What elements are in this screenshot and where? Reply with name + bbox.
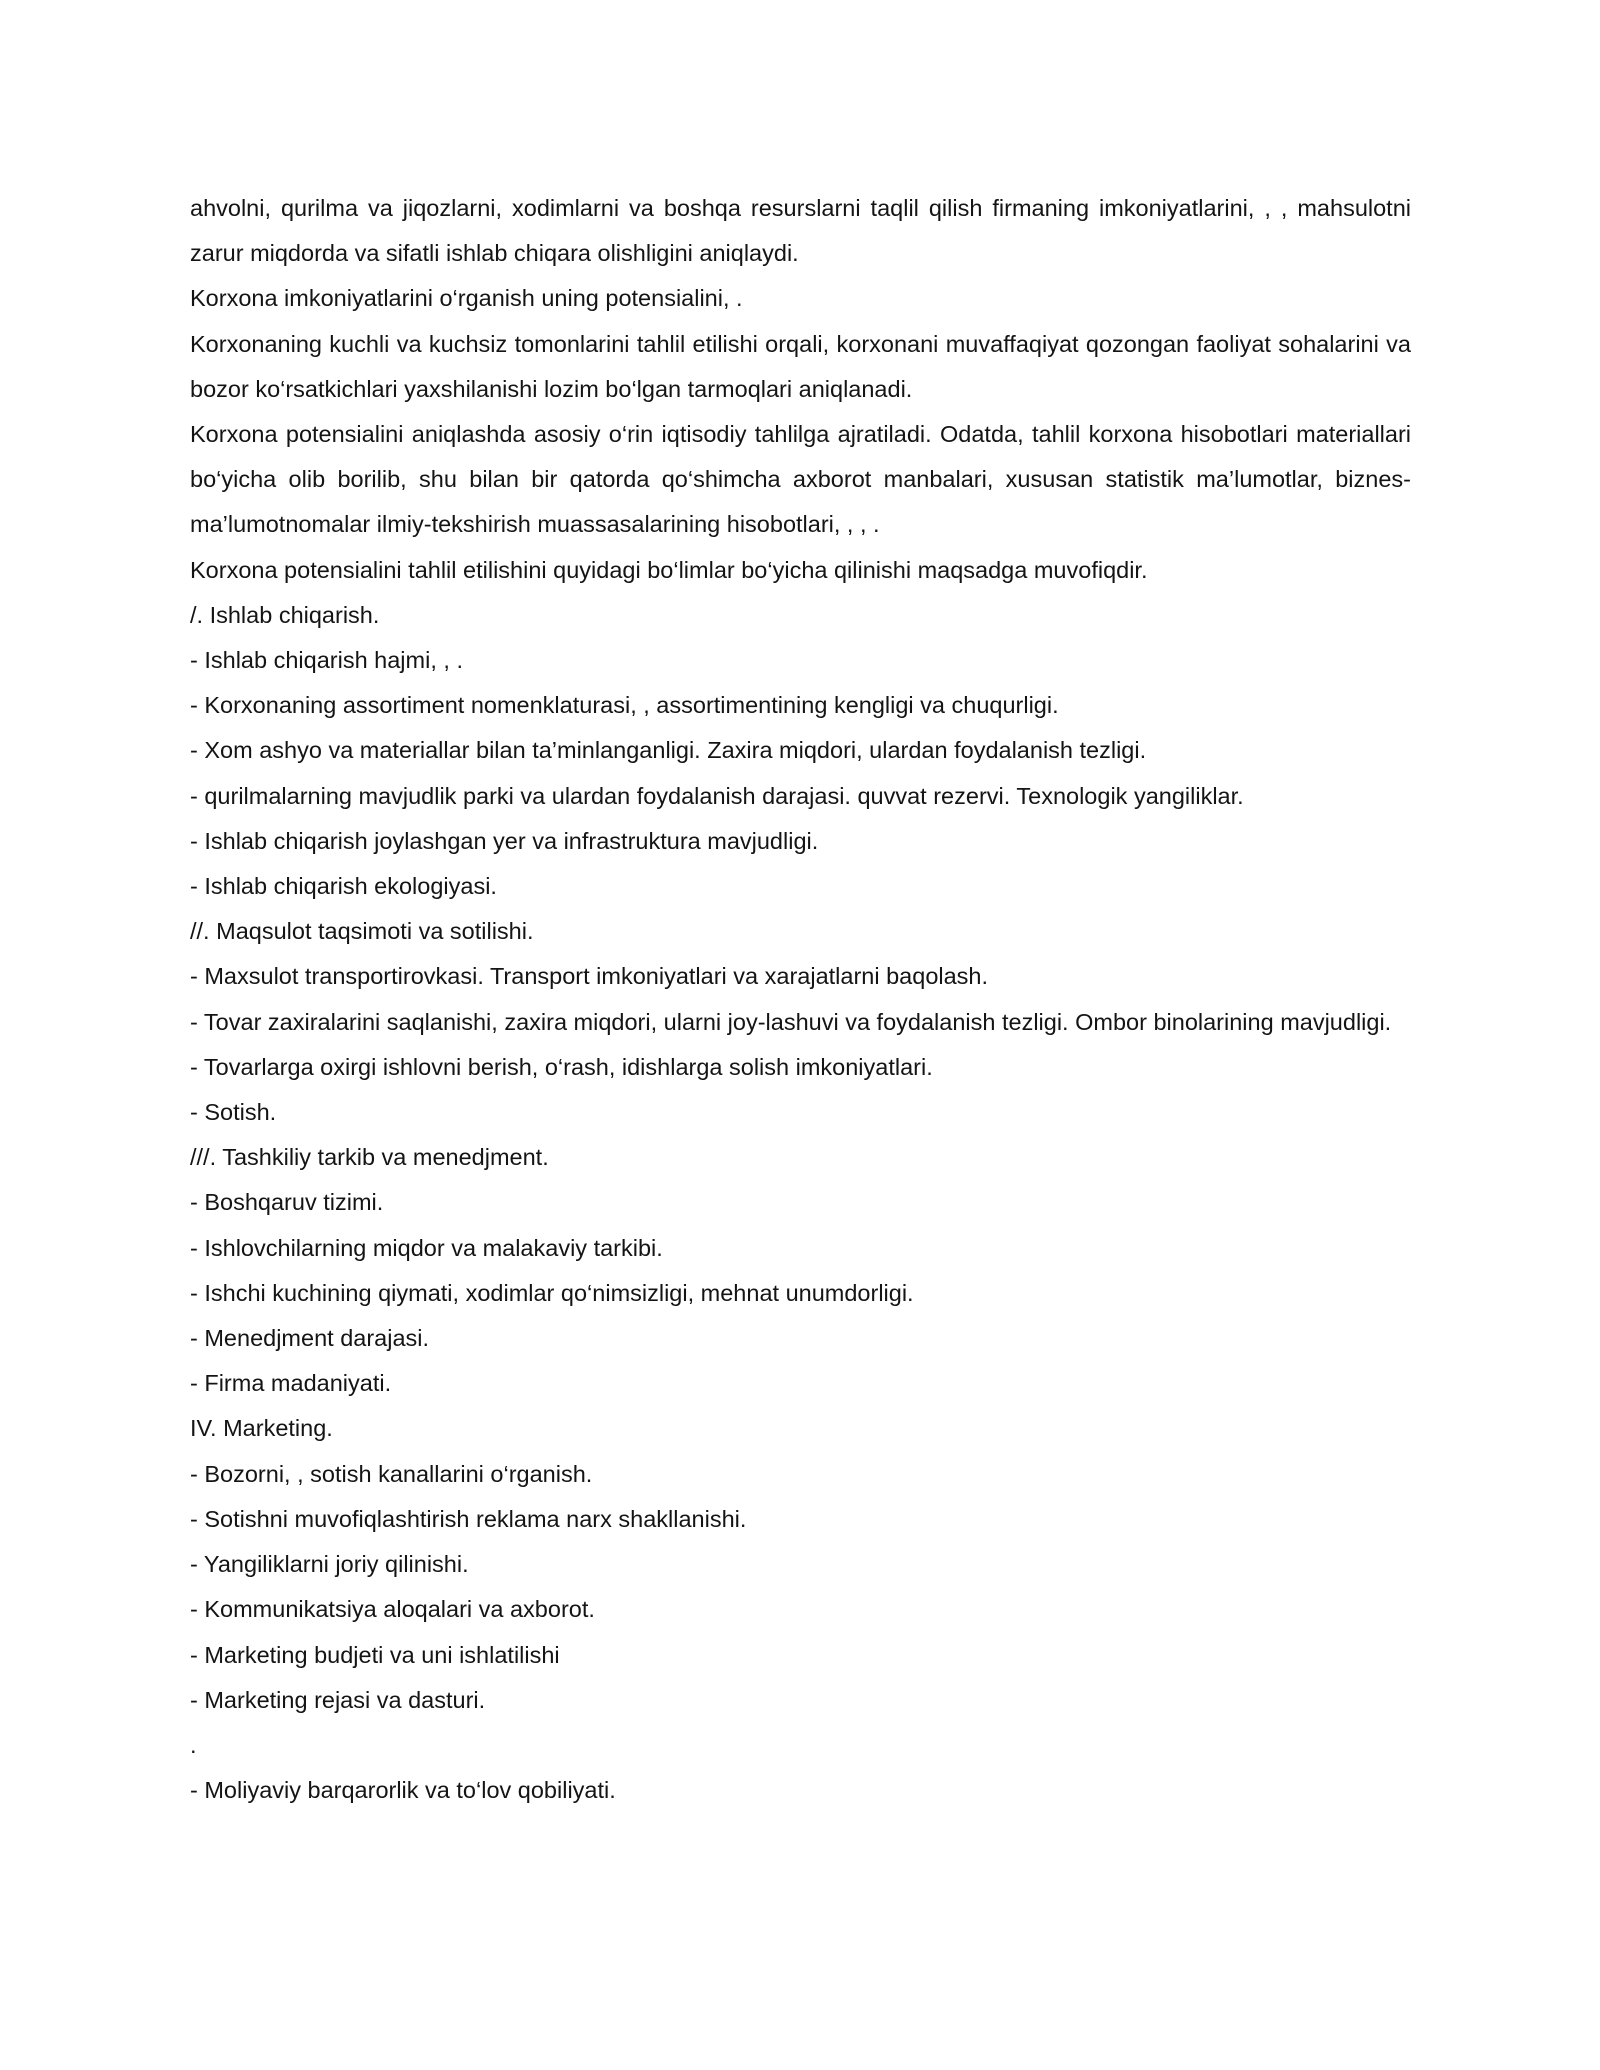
list-item: - Yangiliklarni joriy qilinishi. xyxy=(190,1551,469,1578)
section-heading-distribution: //. Maqsulot taqsimoti va sotilishi. xyxy=(190,918,534,945)
list-item: - Korxonaning assortiment nomenklaturasi, , assortimentining kengligi va chuqurligi. xyxy=(190,692,1059,719)
paragraph: Korxonaning kuchli va kuchsiz tomonlarini tahlil etilishi orqali, korxonani muvaffaqiyat qozongan faoliyat sohalarini va bozor ko‘rsatkichlari yaxshilanishi lozim bo‘lgan tarmoqlari aniqlanadi. xyxy=(190,330,1411,402)
list-item: - Marketing budjeti va uni ishlatilishi xyxy=(190,1641,560,1668)
paragraph: Korxona potensialini aniqlashda asosiy o‘rin iqtisodiy tahlilga ajratiladi. Odatda, tahlil korxona hisobotlari materiallari bo‘yicha olib borilib, shu bilan bir qatorda qo‘shimcha axborot manbalari, xususan statistik ma’lumotlar, biznes-ma’lumotnomalar ilmiy-tekshirish muassasalarining hisobotlari, , , . xyxy=(190,421,1411,538)
section-heading-marketing: IV. Marketing. xyxy=(190,1415,333,1442)
paragraph: ahvolni, qurilma va jiqozlarni, xodimlarni va boshqa resurslarni taqlil qilish firmaning imkoniyatlarini, , , mahsulotni zarur miqdorda va sifatli ishlab chiqara olishligini aniqlaydi. xyxy=(190,195,1411,267)
document-page xyxy=(190,186,1411,1813)
list-item: - Tovarlarga oxirgi ishlovni berish, o‘rash, idishlarga solish imkoniyatlari. xyxy=(190,1053,933,1080)
list-item: - Ishchi kuchining qiymati, xodimlar qo‘nimsizligi, mehnat unumdorligi. xyxy=(190,1279,914,1306)
list-item: - Moliyaviy barqarorlik va to‘lov qobiliyati. xyxy=(190,1777,616,1804)
list-item: - qurilmalarning mavjudlik parki va ulardan foydalanish darajasi. quvvat rezervi. Texnologik yangiliklar. xyxy=(190,782,1244,809)
paragraph: Korxona imkoniyatlarini o‘rganish uning potensialini, . xyxy=(190,285,743,312)
list-item: - Xom ashyo va materiallar bilan ta’minlanganligi. Zaxira miqdori, ulardan foydalanish tezligi. xyxy=(190,737,1147,764)
list-item: - Ishlovchilarning miqdor va malakaviy tarkibi. xyxy=(190,1234,663,1261)
paragraph: Korxona potensialini tahlil etilishini quyidagi bo‘limlar bo‘yicha qilinishi maqsadga muvofiqdir. xyxy=(190,556,1148,583)
list-item: - Tovar zaxiralarini saqlanishi, zaxira miqdori, ularni joy-lashuvi va foydalanish tezligi. Ombor binolarining mavjudligi. xyxy=(190,1008,1392,1035)
list-item: - Menedjment darajasi. xyxy=(190,1325,430,1352)
section-heading-finance: . xyxy=(190,1731,197,1758)
section-heading-production: /. Ishlab chiqarish. xyxy=(190,601,380,628)
list-item: - Ishlab chiqarish joylashgan yer va infrastruktura mavjudligi. xyxy=(190,827,819,854)
section-heading-organization: ///. Tashkiliy tarkib va menedjment. xyxy=(190,1144,549,1171)
list-item: - Sotishni muvofiqlashtirish reklama narx shakllanishi. xyxy=(190,1505,747,1532)
list-item: - Bozorni, , sotish kanallarini o‘rganish. xyxy=(190,1460,593,1487)
list-item: - Ishlab chiqarish ekologiyasi. xyxy=(190,873,497,900)
list-item: - Maxsulot transportirovkasi. Transport imkoniyatlari va xarajatlarni baqolash. xyxy=(190,963,989,990)
list-item: - Boshqaruv tizimi. xyxy=(190,1189,384,1216)
list-item: - Marketing rejasi va dasturi. xyxy=(190,1686,486,1713)
list-item: - Kommunikatsiya aloqalari va axborot. xyxy=(190,1596,595,1623)
list-item: - Sotish. xyxy=(190,1099,277,1126)
list-item: - Ishlab chiqarish hajmi, , . xyxy=(190,647,463,674)
list-item: - Firma madaniyati. xyxy=(190,1370,392,1397)
